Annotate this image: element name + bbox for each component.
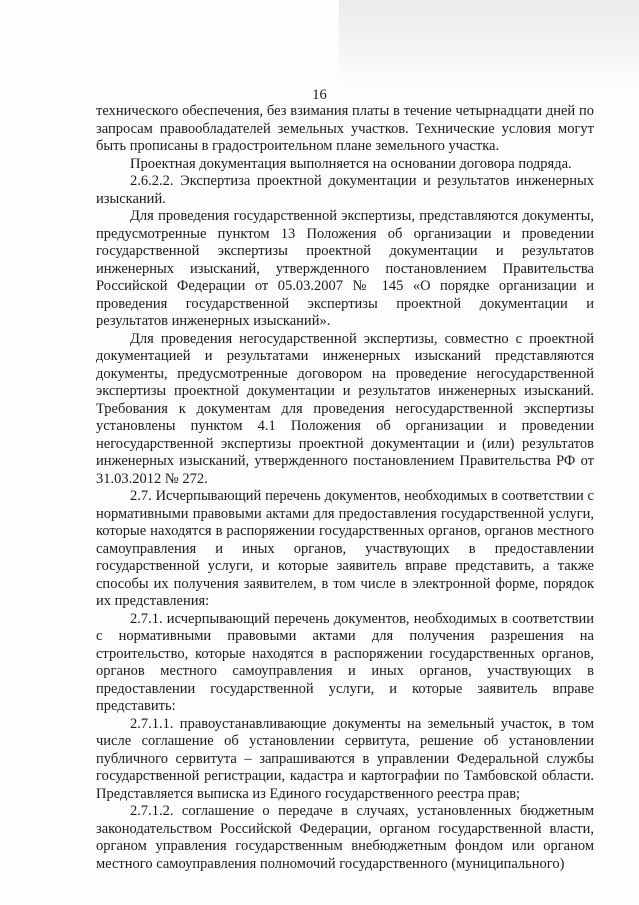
document-body bbox=[96, 103, 594, 873]
paragraph: Для проведения негосударственной экспертизы, совместно с проектной документацией и результатами инженерных изысканий представляются документы, предусмотренные договором на проведение негосударственной экспертизы проектной документации и результатов инженерных изысканий. Требования к документам для проведения негосударственной экспертизы установлены пунктом 4.1 Положения об организации и проведении негосударственной экспертизы проектной документации и (или) результатов инженерных изысканий, утвержденного постановлением Правительства РФ от 31.03.2012 № 272. bbox=[96, 330, 594, 487]
paragraph: 2.7.1.1. правоустанавливающие документы на земельный участок, в том числе соглашение об установлении сервитута, решение об установлении публичного сервитута – запрашиваются в управлении Федеральной службы государственной регистрации, кадастра и картографии по Тамбовской области. Представляется выписка из Единого государственного реестра прав; bbox=[96, 715, 594, 802]
scan-shading bbox=[339, 0, 639, 85]
paragraph: 2.7.1.2. соглашение о передаче в случаях, установленных бюджетным законодательством Российской Федерации, органом государственной власти, органом управления государственным внебюджетным фондом или органом местного самоуправления полномочий государственного (муниципального) bbox=[96, 803, 594, 872]
paragraph: Для проведения государственной экспертизы, представляются документы, предусмотренные пунктом 13 Положения об организации и проведении государственной экспертизы проектной документации и результатов инженерных изысканий, утвержденного постановлением Правительства Российской Федерации от 05.03.2007 № 145 «О порядке организации и проведения государственной экспертизы проектной документации и результатов инженерных изысканий». bbox=[96, 208, 594, 329]
paragraph: 2.6.2.2. Экспертиза проектной документации и результатов инженерных изысканий. bbox=[96, 173, 594, 207]
paragraph: Проектная документация выполняется на основании договора подряда. bbox=[130, 155, 572, 172]
paragraph: 2.7.1. исчерпывающий перечень документов, необходимых в соответствии с нормативными правовыми актами для получения разрешения на строительство, которые находятся в распоряжении государственных органов, органов местного самоуправления и иных органов, участвующих в предоставлении государственной услуги, и которые заявитель вправе представить: bbox=[96, 610, 594, 714]
paragraph: 2.7. Исчерпывающий перечень документов, необходимых в соответствии с нормативными правовыми актами для предоставления государственной услуги, которые находятся в распоряжении государственных органов, органов местного самоуправления и иных органов, участвующих в предоставлении государственной услуги, и которые заявитель вправе представить, а также способы их получения заявителем, в том числе в электронной форме, порядок их представления: bbox=[96, 488, 594, 609]
paragraph: технического обеспечения, без взимания платы в течение четырнадцати дней по запросам правообладателей земельных участков. Технические условия могут быть прописаны в градостроительном плане земельного участка. bbox=[96, 103, 594, 154]
page-number: 16 bbox=[312, 87, 327, 103]
